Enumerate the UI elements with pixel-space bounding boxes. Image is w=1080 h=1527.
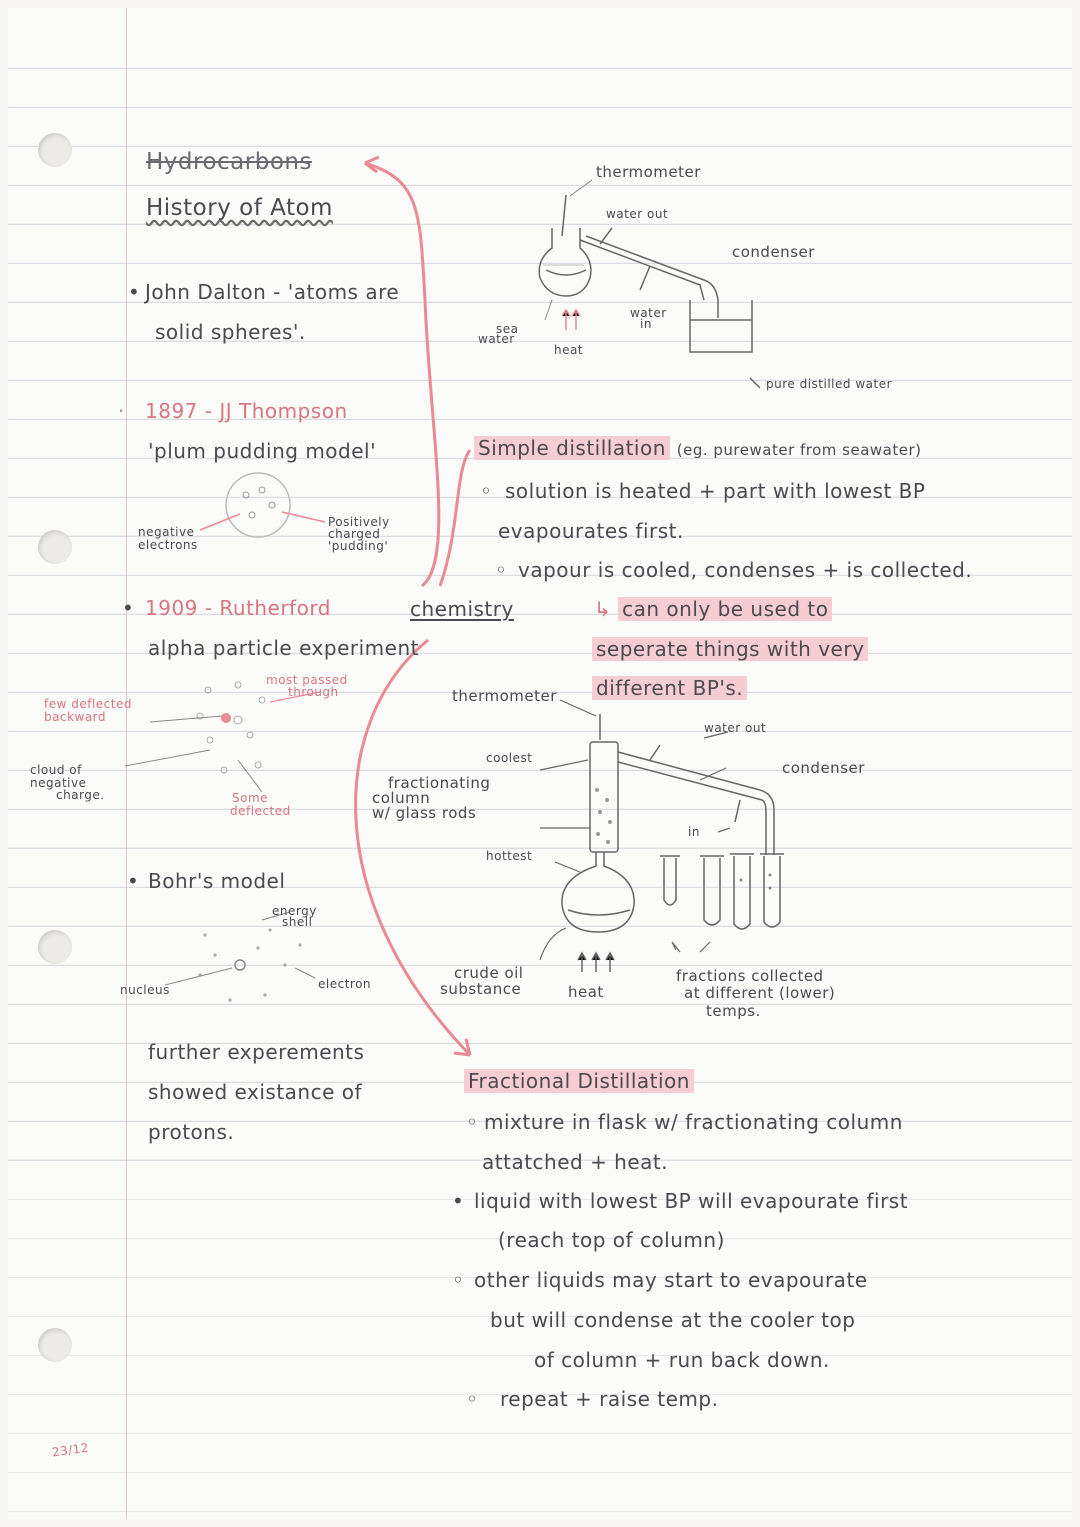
label-line: temps. [706,1001,761,1020]
label-line: energy [272,904,317,918]
condenser-label-2: condenser [782,759,865,777]
note-line: can only be used to [618,597,832,621]
note-line: different BP's. [592,676,747,700]
label-line: water [478,332,515,347]
nucleus-label: nucleus [120,983,170,997]
simple-step-1b: evapourates first. [498,519,684,543]
label-line: column [372,789,431,807]
bullet: ◦ [452,1268,465,1292]
note-line: protons. [148,1120,235,1144]
label-line: Some [232,791,269,805]
label-line: deflected [230,803,291,818]
bullet: • [452,1189,465,1213]
label-line: fractions collected [676,967,824,985]
in-label: in [688,825,700,839]
label-line: charged [328,527,381,541]
page-title: History of Atom [146,195,333,221]
heat-label-2: heat [568,983,604,1001]
bullet: · [118,399,125,423]
label-line: electrons [138,537,198,552]
label-line: in [640,317,652,332]
thermometer-label: thermometer [596,163,701,181]
label-line: charge. [56,788,105,803]
coolest-label: coolest [486,751,533,765]
label-line: negative [30,775,87,790]
label-line: 'pudding' [328,539,389,553]
bohr-line: Bohr's model [148,869,286,893]
fractional-step-3b: but will condense at the cooler top [490,1308,856,1332]
label-line: sea [496,322,519,336]
bullet: • [122,596,135,620]
rutherford-line-2: alpha particle experiment [148,636,419,660]
water-out-label-2: water out [704,721,767,735]
label-line: shell [282,915,313,930]
hottest-label: hottest [486,849,533,863]
bullet: ◦ [466,1387,479,1411]
label-line: most passed [266,673,348,687]
label-line: fractionating [388,774,491,792]
struck-heading: Hydrocarbons [146,149,312,175]
fractional-step-1b: attatched + heat. [482,1150,669,1174]
fractionating-column-label [372,776,490,821]
note-line: further experements [148,1040,365,1064]
electron-label: electron [318,977,372,991]
simple-step-1: solution is heated + part with lowest BP [505,479,926,503]
thompson-line-2: 'plum pudding model' [148,439,377,463]
bullet: ◦ [480,479,493,503]
limitation-note: ↳ can only be used to [594,598,832,620]
section-title: Fractional Distillation [464,1069,694,1093]
label-line: substance [440,979,522,998]
rutherford-line: 1909 - Rutherford [145,596,331,620]
bullet: • [128,280,141,304]
note-line: showed existance of [148,1080,363,1104]
section-title: Simple distillation [474,436,670,460]
label-line: backward [44,709,107,724]
note-line: seperate things with very [592,637,868,661]
label-line: negative [138,525,195,539]
fractional-step-2: liquid with lowest BP will evapourate first [474,1189,909,1213]
crude-oil-label [440,966,523,998]
label-line: Positively [328,515,390,529]
dalton-line-2: solid spheres'. [155,320,306,344]
water-out-label: water out [606,207,669,221]
fractional-step-4: repeat + raise temp. [500,1387,719,1411]
dalton-line: John Dalton - 'atoms are [145,280,400,304]
bullet: ◦ [466,1110,479,1134]
fractional-step-3c: of column + run back down. [534,1348,830,1372]
label-line: crude oil [454,964,524,982]
thermometer-label-2: thermometer [452,687,557,705]
label-line: at different (lower) [684,984,836,1003]
year-1897: 1897 - JJ Thompson [145,399,348,423]
fractional-step-1: mixture in flask w/ fractionating column [484,1110,903,1134]
chemistry-label: chemistry [410,597,514,621]
example-note: (eg. purewater from seawater) [676,441,922,459]
fractional-distillation-title [464,1070,694,1092]
label-line: through [288,685,339,699]
heat-label: heat [554,343,584,357]
label-line: few deflected [44,697,132,711]
label-line: cloud of [30,763,82,777]
fractional-step-2b: (reach top of column) [498,1228,725,1252]
page-number: 23/12 [51,1440,90,1460]
pure-water-label: pure distilled water [766,377,893,391]
condenser-label: condenser [732,243,815,261]
bullet: • [127,869,140,893]
label-line: water [630,306,667,320]
fractional-step-3: other liquids may start to evapourate [474,1268,868,1292]
label-line: w/ glass rods [372,804,477,822]
simple-step-2: vapour is cooled, condenses + is collected. [518,558,973,582]
bullet: ◦ [495,558,508,582]
fractions-collected-label [676,968,835,1020]
